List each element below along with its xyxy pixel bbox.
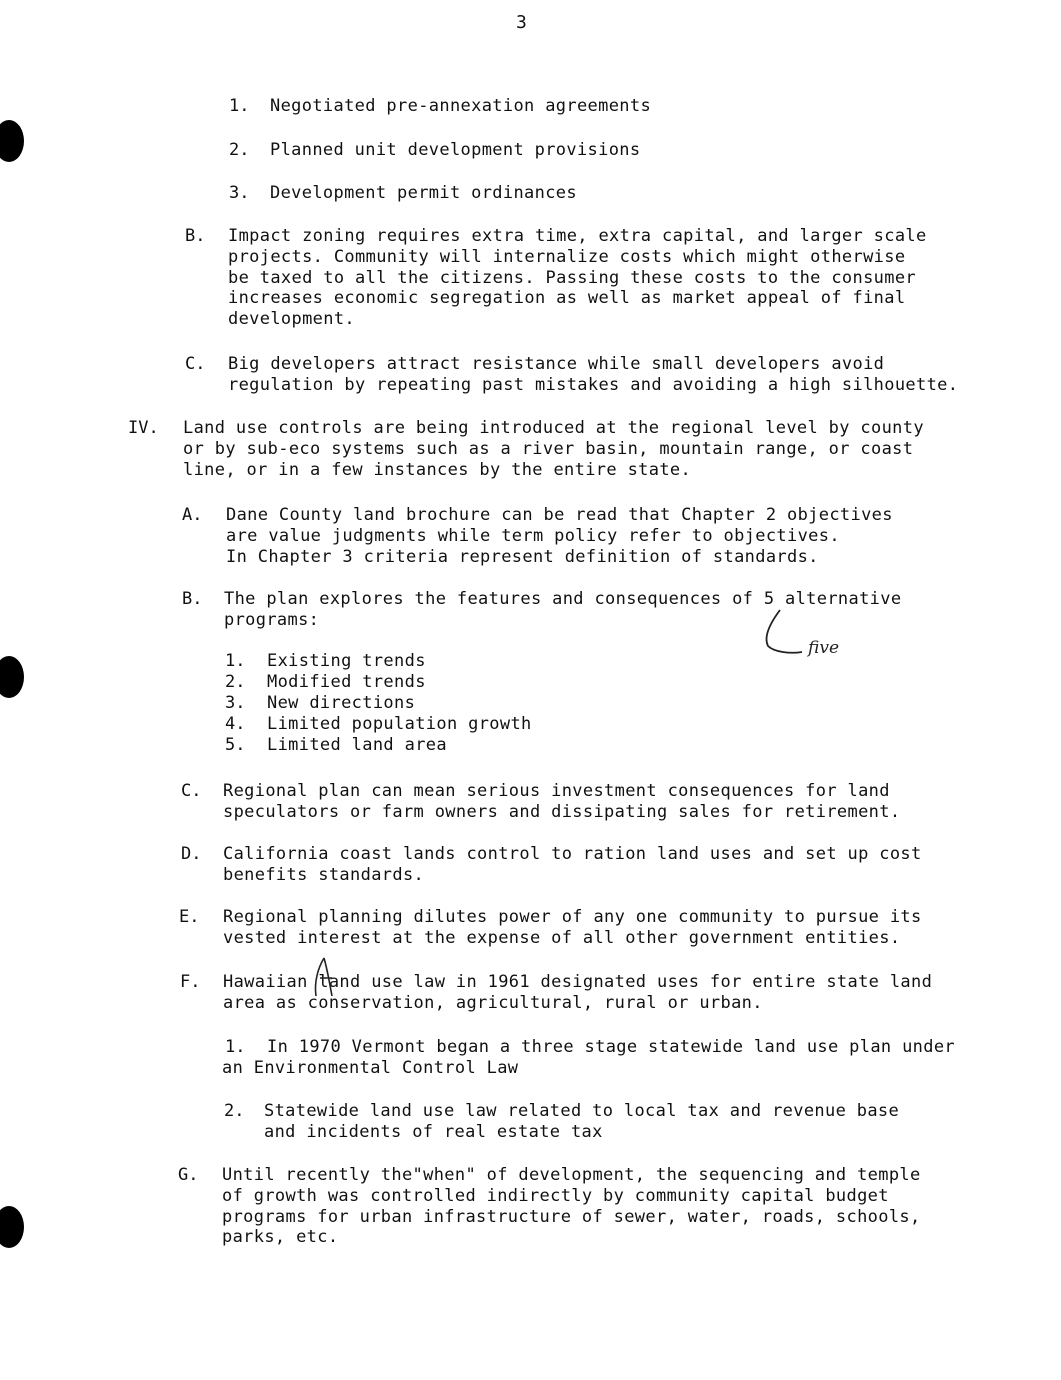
handwritten-note: five <box>808 638 840 658</box>
handwritten-edit-mark <box>310 952 340 1012</box>
page-number: 3 <box>516 12 527 33</box>
binder-hole <box>0 1206 24 1248</box>
binder-hole <box>0 656 24 698</box>
binder-hole <box>0 120 24 162</box>
